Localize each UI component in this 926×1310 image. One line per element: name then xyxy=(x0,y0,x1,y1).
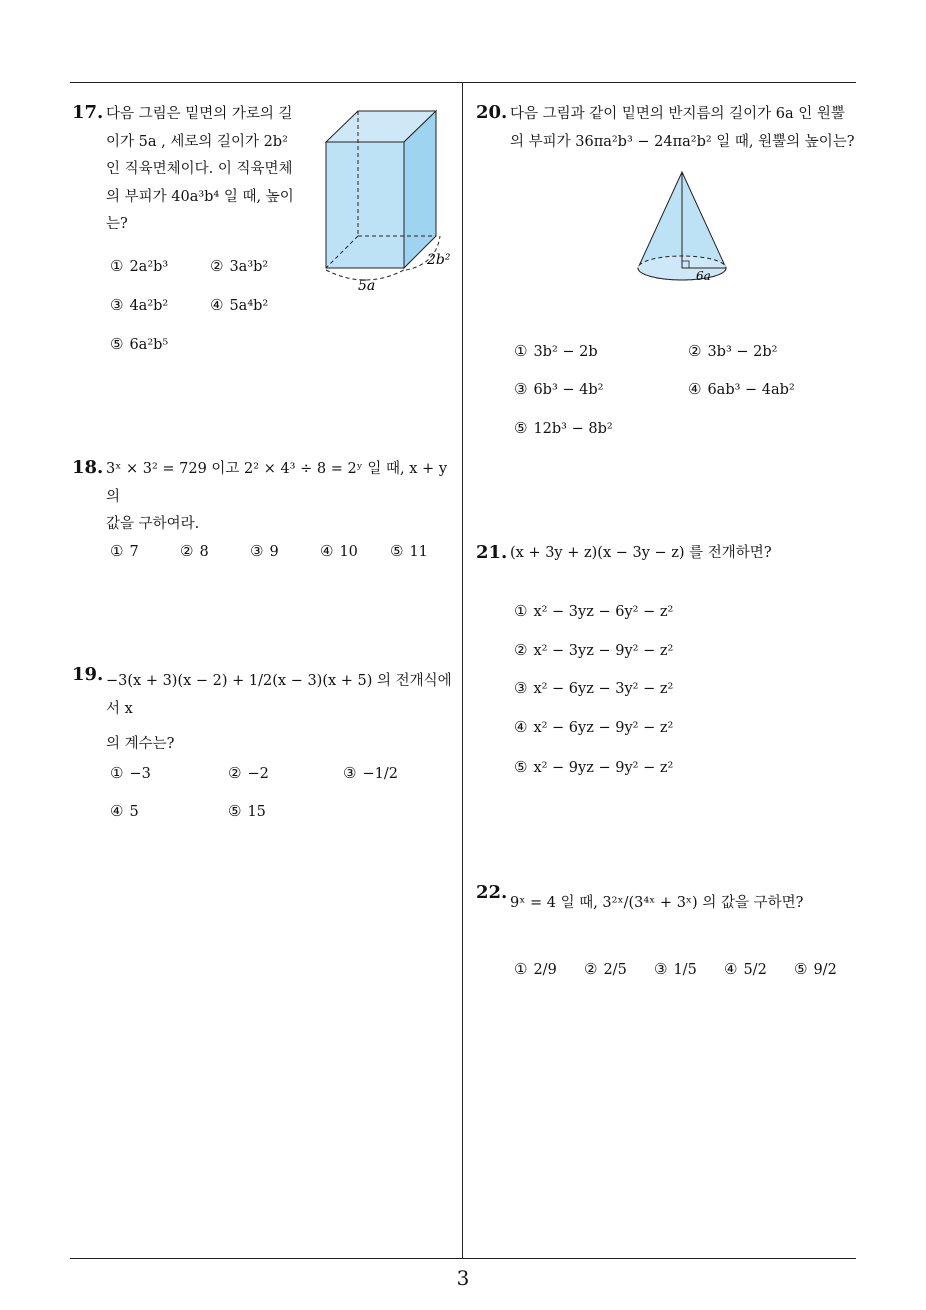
choice-3[interactable] xyxy=(343,764,398,782)
choice-mark: ④ xyxy=(724,960,738,978)
choice-mark: ④ xyxy=(320,542,334,560)
choice-mark: ④ xyxy=(110,802,124,820)
choice-3[interactable] xyxy=(514,679,673,697)
question-line: 다음 그림과 같이 밑면의 반지름의 길이가 6a 인 원뿔 xyxy=(510,106,845,122)
choice-mark: ⑤ xyxy=(794,960,808,978)
choice-mark: ① xyxy=(110,764,124,782)
choice-text: 7 xyxy=(129,544,139,560)
choice-text: 8 xyxy=(199,544,209,560)
choice-1[interactable] xyxy=(110,764,151,782)
choice-4[interactable] xyxy=(724,960,767,978)
question-line: 의 부피가 36πa²b³ − 24πa²b² 일 때, 원뿔의 높이는? xyxy=(510,133,855,150)
choice-mark: ⑤ xyxy=(390,542,404,560)
choice-mark: ② xyxy=(584,960,598,978)
choice-2[interactable] xyxy=(228,764,269,782)
choice-mark: ③ xyxy=(343,764,357,782)
choice-3[interactable] xyxy=(654,960,697,978)
choice-mark: ① xyxy=(514,960,528,978)
choice-text: 3b² − 2b xyxy=(533,344,598,360)
question-text xyxy=(106,456,458,539)
choice-mark: ③ xyxy=(110,296,124,314)
choice-text: x² − 3yz − 6y² − z² xyxy=(533,604,674,620)
cone-figure xyxy=(630,168,736,288)
choice-5[interactable] xyxy=(794,960,837,978)
choice-mark: ① xyxy=(514,342,528,360)
question-line: 는? xyxy=(106,216,128,232)
choice-mark: ③ xyxy=(514,380,528,398)
choice-mark: ② xyxy=(228,764,242,782)
choice-text: −3 xyxy=(129,766,151,782)
choice-text: 9 xyxy=(269,544,279,560)
question-number: 19. xyxy=(72,664,104,685)
choice-text: 2/5 xyxy=(603,962,627,978)
choice-mark: ② xyxy=(210,257,224,275)
choice-3[interactable] xyxy=(110,296,168,314)
choice-mark: ② xyxy=(688,342,702,360)
choice-mark: ④ xyxy=(210,296,224,314)
choice-mark: ③ xyxy=(654,960,668,978)
question-line: (x + 3y + z)(x − 3y − z) 를 전개하면? xyxy=(510,545,772,561)
choice-text: 6b³ − 4b² xyxy=(533,382,604,398)
question-text xyxy=(106,668,458,759)
choice-5[interactable] xyxy=(514,758,673,776)
column-divider xyxy=(462,82,463,1258)
choice-mark: ② xyxy=(514,641,528,659)
choice-mark: ⑤ xyxy=(110,335,124,353)
choice-text: x² − 6yz − 9y² − z² xyxy=(533,720,674,736)
question-line: 값을 구하여라. xyxy=(106,516,200,532)
question-line: 이가 5a , 세로의 길이가 2b² xyxy=(106,133,288,150)
choice-text: 9/2 xyxy=(813,962,837,978)
choice-mark: ③ xyxy=(250,542,264,560)
choice-text: 10 xyxy=(339,544,358,560)
choice-mark: ① xyxy=(110,257,124,275)
choice-text: 2/9 xyxy=(533,962,557,978)
question-line: 의 부피가 40a³b⁴ 일 때, 높이 xyxy=(106,188,294,205)
choice-mark: ⑤ xyxy=(514,419,528,437)
choice-5[interactable] xyxy=(110,335,168,353)
choice-text: x² − 9yz − 9y² − z² xyxy=(533,760,674,776)
question-line: −3(x + 3)(x − 2) + 1/2(x − 3)(x + 5) 의 전개식에서 x xyxy=(106,673,452,717)
question-line: 다음 그림은 밑면의 가로의 길 xyxy=(106,106,293,122)
choice-text: 12b³ − 8b² xyxy=(533,421,613,437)
question-number: 21. xyxy=(476,542,508,563)
question-number: 20. xyxy=(476,102,508,123)
question-text xyxy=(510,890,862,918)
choice-2[interactable] xyxy=(584,960,627,978)
question-number: 22. xyxy=(476,882,508,903)
question-line: 3ˣ × 3² = 729 이고 2² × 4³ ÷ 8 = 2ʸ 일 때, x + y 의 xyxy=(106,461,448,505)
question-text xyxy=(106,101,306,239)
choice-2[interactable] xyxy=(180,542,209,560)
choice-2[interactable] xyxy=(688,342,777,360)
choice-text: 15 xyxy=(247,804,266,820)
choice-text: x² − 3yz − 9y² − z² xyxy=(533,643,674,659)
choice-text: 5a⁴b² xyxy=(229,298,269,314)
choice-5[interactable] xyxy=(390,542,428,560)
choice-mark: ① xyxy=(110,542,124,560)
choice-text: 11 xyxy=(409,544,428,560)
cuboid-figure xyxy=(318,104,458,296)
choice-mark: ① xyxy=(514,602,528,620)
question-text xyxy=(510,540,862,568)
footer-rule xyxy=(70,1258,856,1259)
question-line: 9ˣ = 4 일 때, 3²ˣ/(3⁴ˣ + 3ˣ) 의 값을 구하면? xyxy=(510,895,804,911)
choice-text: 2a²b³ xyxy=(129,259,169,275)
choice-text: 3b³ − 2b² xyxy=(707,344,778,360)
question-line: 인 직육면체이다. 이 직육면체 xyxy=(106,161,293,177)
choice-text: 5/2 xyxy=(743,962,767,978)
question-number: 17. xyxy=(72,102,104,123)
choice-text: 3a³b² xyxy=(229,259,269,275)
choice-mark: ⑤ xyxy=(228,802,242,820)
choice-text: −1/2 xyxy=(362,766,398,782)
choice-4[interactable] xyxy=(110,802,139,820)
choice-4[interactable] xyxy=(514,718,673,736)
choice-1[interactable] xyxy=(514,602,673,620)
choice-5[interactable] xyxy=(228,802,266,820)
choice-1[interactable] xyxy=(110,542,139,560)
question-line: 의 계수는? xyxy=(106,736,175,752)
choice-1[interactable] xyxy=(514,342,598,360)
choice-text: 6ab³ − 4ab² xyxy=(707,382,795,398)
choice-mark: ⑤ xyxy=(514,758,528,776)
page-number: 3 xyxy=(456,1266,470,1290)
choice-mark: ④ xyxy=(514,718,528,736)
choice-text: −2 xyxy=(247,766,269,782)
header-rule xyxy=(70,82,856,83)
question-number: 18. xyxy=(72,457,104,478)
choice-3[interactable] xyxy=(250,542,279,560)
question-text xyxy=(510,101,862,156)
choice-3[interactable] xyxy=(514,380,603,398)
choice-text: x² − 6yz − 3y² − z² xyxy=(533,681,674,697)
choice-mark: ② xyxy=(180,542,194,560)
depth-label: 2b² xyxy=(427,252,451,268)
width-label: 5a xyxy=(358,278,376,294)
choice-text: 4a²b² xyxy=(129,298,169,314)
choice-2[interactable] xyxy=(210,257,268,275)
choice-mark: ③ xyxy=(514,679,528,697)
choice-5[interactable] xyxy=(514,419,613,437)
choice-mark: ④ xyxy=(688,380,702,398)
choice-1[interactable] xyxy=(514,960,557,978)
choice-text: 5 xyxy=(129,804,139,820)
choice-text: 6a²b⁵ xyxy=(129,337,169,353)
choice-4[interactable] xyxy=(210,296,268,314)
choice-4[interactable] xyxy=(688,380,795,398)
choice-1[interactable] xyxy=(110,257,168,275)
radius-label: 6a xyxy=(696,269,711,283)
choice-2[interactable] xyxy=(514,641,673,659)
choice-text: 1/5 xyxy=(673,962,697,978)
choice-4[interactable] xyxy=(320,542,358,560)
